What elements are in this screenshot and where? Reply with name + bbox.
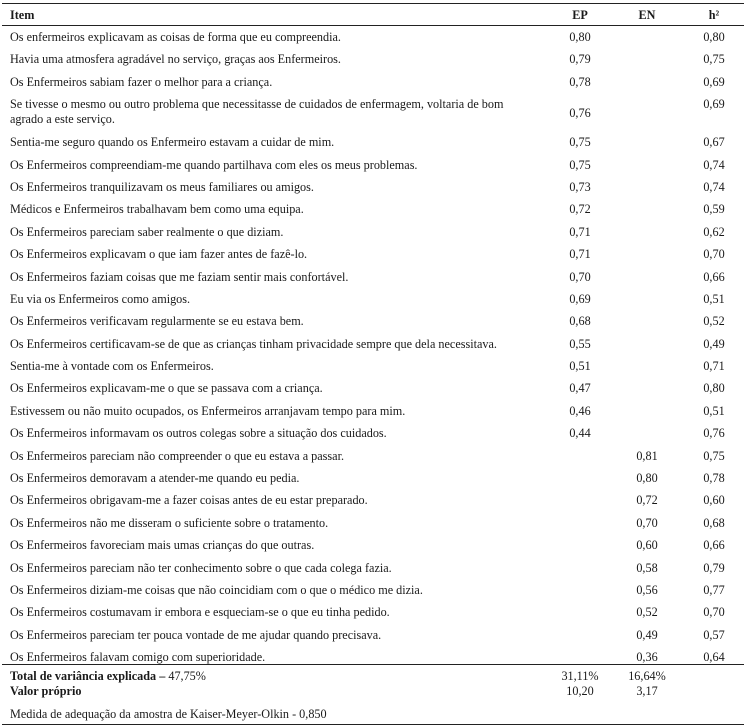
row-h2-value: 0,70 bbox=[703, 247, 725, 262]
row-ep-value: 0,78 bbox=[569, 74, 591, 89]
row-item-text: Estivessem ou não muito ocupados, os Enfermeiros arranjavam tempo para mim. bbox=[10, 403, 406, 418]
table-row bbox=[2, 624, 744, 646]
row-item-text: Sentia-me seguro quando os Enfermeiro estavam a cuidar de mim. bbox=[10, 135, 335, 150]
table-row bbox=[2, 422, 744, 444]
row-h2-value: 0,66 bbox=[703, 538, 725, 553]
row-h2-value: 0,49 bbox=[703, 336, 725, 351]
row-h2-value: 0,64 bbox=[703, 650, 725, 665]
row-ep-value: 0,55 bbox=[569, 336, 591, 351]
table-row bbox=[2, 557, 744, 579]
row-item-text: Os enfermeiros explicavam as coisas de forma que eu compreendia. bbox=[10, 30, 341, 44]
row-en-value: 0,36 bbox=[636, 650, 658, 665]
row-ep-value: 0,47 bbox=[569, 381, 591, 396]
variance-label: Total de variância explicada – bbox=[10, 669, 166, 683]
row-item-text: Os Enfermeiros pareciam não compreender o que eu estava a passar. bbox=[10, 448, 344, 463]
row-h2-value: 0,69 bbox=[703, 74, 725, 89]
table-row bbox=[2, 377, 744, 399]
variance-row bbox=[10, 669, 206, 684]
table-row bbox=[2, 601, 744, 623]
row-h2-value: 0,79 bbox=[703, 560, 725, 575]
table-row bbox=[2, 333, 744, 355]
row-item-text: Os Enfermeiros explicavam o que iam fazer antes de fazê-lo. bbox=[10, 247, 308, 262]
row-item-text: Havia uma atmosfera agradável no serviço, graças aos Enfermeiros. bbox=[10, 52, 341, 67]
row-item-text: Os Enfermeiros diziam-me coisas que não coincidiam com o que o médico me dizia. bbox=[10, 582, 423, 597]
row-h2-value: 0,51 bbox=[703, 291, 725, 306]
row-h2-value: 0,71 bbox=[703, 359, 725, 374]
row-en-value: 0,70 bbox=[636, 515, 658, 530]
row-h2-value: 0,59 bbox=[703, 202, 725, 217]
row-en-value: 0,56 bbox=[636, 582, 658, 597]
row-item-text: Os Enfermeiros verificavam regularmente se eu estava bem. bbox=[10, 314, 304, 329]
bottom-rule bbox=[2, 724, 744, 725]
table-row bbox=[2, 243, 744, 265]
row-h2-value: 0,60 bbox=[703, 493, 725, 508]
row-item-text: Se tivesse o mesmo ou outro problema que necessitasse de cuidados de enfermagem, voltaria de bom agrado a este serviço. bbox=[10, 97, 504, 127]
table-row bbox=[2, 579, 744, 601]
table-row bbox=[2, 467, 744, 489]
table-row bbox=[2, 131, 744, 153]
row-ep-value: 0,75 bbox=[569, 135, 591, 150]
eigen-ep: 10,20 bbox=[566, 684, 594, 698]
table-row bbox=[2, 512, 744, 534]
row-item-text: Os Enfermeiros tranquilizavam os meus familiares ou amigos. bbox=[10, 179, 314, 194]
header-item: Item bbox=[10, 8, 35, 22]
row-ep-value: 0,68 bbox=[569, 314, 591, 329]
row-ep-value: 0,80 bbox=[569, 30, 591, 44]
row-item-text: Os Enfermeiros certificavam-se de que as crianças tinham privacidade sempre que dela necessitava. bbox=[10, 336, 497, 351]
variance-total: 47,75% bbox=[168, 669, 206, 683]
row-ep-value: 0,76 bbox=[569, 106, 591, 121]
row-item-text: Os Enfermeiros explicavam-me o que se passava com a criança. bbox=[10, 381, 323, 396]
table-row bbox=[2, 534, 744, 556]
row-h2-value: 0,80 bbox=[703, 381, 725, 396]
kmo-note: Medida de adequação da amostra de Kaiser-Meyer-Olkin - 0,850 bbox=[10, 707, 327, 721]
row-item-text: Os Enfermeiros não me disseram o suficiente sobre o tratamento. bbox=[10, 515, 329, 530]
row-en-value: 0,80 bbox=[636, 471, 658, 486]
row-item-text: Sentia-me à vontade com os Enfermeiros. bbox=[10, 359, 214, 374]
row-ep-value: 0,51 bbox=[569, 359, 591, 374]
row-h2-value: 0,67 bbox=[703, 135, 725, 150]
table-row bbox=[2, 176, 744, 198]
row-en-value: 0,49 bbox=[636, 627, 658, 642]
row-ep-value: 0,69 bbox=[569, 291, 591, 306]
row-ep-value: 0,72 bbox=[569, 202, 591, 217]
row-h2-value: 0,78 bbox=[703, 471, 725, 486]
row-item-text: Os Enfermeiros obrigavam-me a fazer coisas antes de eu estar preparado. bbox=[10, 493, 368, 508]
row-item-text: Os Enfermeiros sabiam fazer o melhor para a criança. bbox=[10, 74, 273, 89]
table-row bbox=[2, 154, 744, 176]
table-row bbox=[2, 400, 744, 422]
row-item-text: Os Enfermeiros falavam comigo com superioridade. bbox=[10, 650, 266, 665]
eigen-label: Valor próprio bbox=[10, 684, 82, 698]
row-item-text: Os Enfermeiros pareciam saber realmente o que diziam. bbox=[10, 224, 284, 239]
totals-section bbox=[2, 667, 744, 722]
row-h2-value: 0,75 bbox=[703, 52, 725, 67]
variance-ep: 31,11% bbox=[561, 669, 599, 683]
row-h2-value: 0,68 bbox=[703, 515, 725, 530]
row-h2-value: 0,76 bbox=[703, 426, 725, 441]
table-row bbox=[2, 198, 744, 220]
table-body bbox=[2, 26, 744, 669]
header-h2: h² bbox=[708, 8, 720, 22]
row-h2-value: 0,80 bbox=[703, 30, 725, 44]
table-header bbox=[2, 3, 744, 26]
table-row bbox=[2, 310, 744, 332]
table-row bbox=[2, 221, 744, 243]
row-en-value: 0,72 bbox=[636, 493, 658, 508]
table-row bbox=[2, 646, 744, 668]
row-h2-value: 0,75 bbox=[703, 448, 725, 463]
row-item-text: Os Enfermeiros informavam os outros colegas sobre a situação dos cuidados. bbox=[10, 426, 387, 441]
table-row bbox=[2, 288, 744, 310]
table-row bbox=[2, 71, 744, 93]
row-item-text: Os Enfermeiros faziam coisas que me faziam sentir mais confortável. bbox=[10, 269, 349, 284]
row-ep-value: 0,44 bbox=[569, 426, 591, 441]
row-item-text: Os Enfermeiros pareciam ter pouca vontade de me ajudar quando precisava. bbox=[10, 627, 382, 642]
row-ep-value: 0,71 bbox=[569, 247, 591, 262]
row-item-text: Eu via os Enfermeiros como amigos. bbox=[10, 291, 191, 306]
row-h2-value: 0,57 bbox=[703, 627, 725, 642]
row-ep-value: 0,79 bbox=[569, 52, 591, 67]
row-h2-value: 0,70 bbox=[703, 605, 725, 620]
header-en: EN bbox=[638, 8, 656, 22]
row-item-text: Os Enfermeiros costumavam ir embora e esqueciam-se o que eu tinha pedido. bbox=[10, 605, 390, 620]
table-row bbox=[2, 266, 744, 288]
row-h2-value: 0,66 bbox=[703, 269, 725, 284]
table-row bbox=[2, 489, 744, 511]
row-en-value: 0,60 bbox=[636, 538, 658, 553]
row-ep-value: 0,71 bbox=[569, 224, 591, 239]
row-item-text: Os Enfermeiros favoreciam mais umas crianças do que outras. bbox=[10, 538, 315, 553]
row-en-value: 0,52 bbox=[636, 605, 658, 620]
variance-en: 16,64% bbox=[628, 669, 666, 683]
row-item-text: Os Enfermeiros compreendiam-me quando partilhava com eles os meus problemas. bbox=[10, 157, 418, 172]
row-item-text: Os Enfermeiros pareciam não ter conhecimento sobre o que cada colega fazia. bbox=[10, 560, 392, 575]
header-ep: EP bbox=[572, 8, 588, 22]
row-h2-value: 0,51 bbox=[703, 403, 725, 418]
row-h2-value: 0,74 bbox=[703, 157, 725, 172]
row-h2-value: 0,62 bbox=[703, 224, 725, 239]
table-row bbox=[2, 445, 744, 467]
row-h2-value: 0,74 bbox=[703, 179, 725, 194]
row-item-text: Médicos e Enfermeiros trabalhavam bem como uma equipa. bbox=[10, 202, 304, 217]
table-row bbox=[2, 48, 744, 70]
row-ep-value: 0,70 bbox=[569, 269, 591, 284]
eigen-en: 3,17 bbox=[636, 684, 658, 698]
row-ep-value: 0,75 bbox=[569, 157, 591, 172]
table-row bbox=[2, 355, 744, 377]
row-h2-value: 0,77 bbox=[703, 582, 725, 597]
table-row bbox=[2, 26, 744, 48]
row-en-value: 0,58 bbox=[636, 560, 658, 575]
row-ep-value: 0,46 bbox=[569, 403, 591, 418]
row-h2-value: 0,52 bbox=[703, 314, 725, 329]
row-en-value: 0,81 bbox=[636, 448, 658, 463]
row-ep-value: 0,73 bbox=[569, 179, 591, 194]
totals-rule bbox=[2, 664, 744, 665]
row-item-text: Os Enfermeiros demoravam a atender-me quando eu pedia. bbox=[10, 471, 300, 486]
row-h2-value: 0,69 bbox=[703, 97, 725, 112]
table-row bbox=[2, 93, 744, 131]
